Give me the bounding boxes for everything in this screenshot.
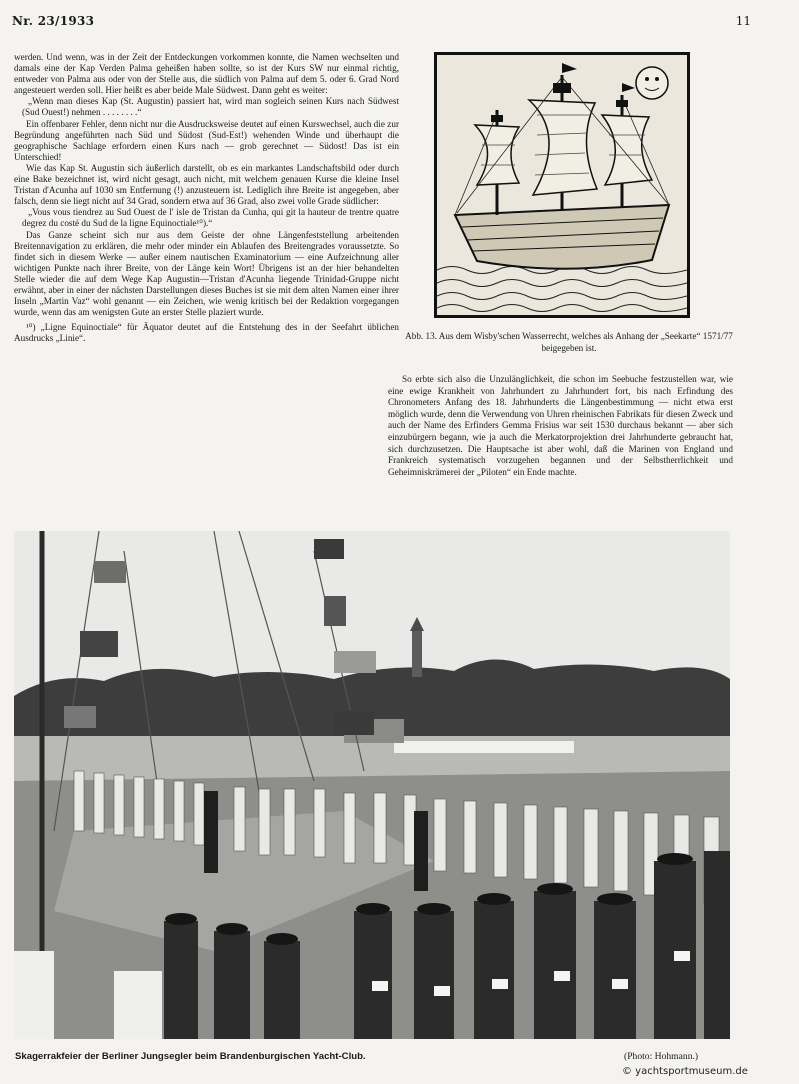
woodcut-ship-illustration xyxy=(434,52,690,318)
left-text-column xyxy=(14,52,399,344)
footnote: ¹⁰) „Ligne Equinoctiale“ für Äquator deutet auf die Entstehung des in der Seefahrt üblichen Ausdrucks „Linie“. xyxy=(14,322,399,344)
photo-credit: (Photo: Hohmann.) xyxy=(624,1051,699,1062)
harbor-ceremony-photo xyxy=(14,531,730,1039)
photo-caption: Skagerrakfeier der Berliner Jungsegler beim Brandenburgischen Yacht-Club. xyxy=(15,1051,366,1062)
watermark: © yachtsportmuseum.de xyxy=(622,1066,748,1077)
figure-caption: Abb. 13. Aus dem Wisby'schen Wasserrecht, welches als Anhang der „Seekarte“ 1571/77 beigegeben ist. xyxy=(405,331,733,353)
quote-paragraph: „Vous vous tiendrez au Sud Ouest de l' isle de Tristan da Cunha, qui git la hauteur de trentre quatre degrez du costé du Sud de la ligne Equinoctiale¹⁰).“ xyxy=(22,207,399,229)
paragraph: werden. Und wenn, was in der Zeit der Entdeckungen vorkommen konnte, die Namen wechselten und damals eine der Kap Verden Palma geheißen haben sollte, so ist der Kurs SW nur einmal richtig, entweder von Palma aus oder von der Stelle aus, die südlich von Palma auf dem 5. oder 6. Grad Nord angesteuert werden soll. Hier heißt es aber beide Male Südwest. Dann geht es weiter: xyxy=(14,52,399,96)
right-text-column xyxy=(388,374,733,478)
issue-number: Nr. 23/1933 xyxy=(12,14,95,28)
paragraph: Ein offenbarer Fehler, denn nicht nur die Ausdrucksweise deutet auf einen Kurswechsel, auch die zur Begründung angeführten nach Süd und Südost (Sud-Est!) wehenden Winde und überhaupt die geographische Sachlage erfordern einen Kurs nach — grob gerechnet — Südost! Das ist ein Unterschied! xyxy=(14,118,399,162)
page-number: 11 xyxy=(735,14,751,28)
paragraph: So erbte sich also die Unzulänglichkeit, die schon im Seebuche festzustellen war, wie eine ewige Krankheit von Jahrhundert zu Jahrhundert fort, bis nach Erfindung des Chronometers Anfang des 18. Jahrhunderts die Längenbestimmung — nicht etwa erst möglich wurde, denn die Verwendung von Uhren rheinischen Fabrikats für diesen Zweck und auch der Name des Erfinders Gemma Frisius war seit 1530 durchaus bekannt — aber sich einzubürgern begann, wie ja auch die Merkatorprojektion drei Jahrhunderte gebraucht hat, sich durchzusetzen. Die Hauptsache ist aber wohl, daß die Marinen von England und Frankreich systematisch vorzugehen begannen und der Selbstherrlichkeit und Geheimniskrämerei der „Piloten“ ein Ende machte. xyxy=(388,374,733,477)
quote-paragraph: „Wenn man dieses Kap (St. Augustin) passiert hat, wird man sogleich seinen Kurs nach Südwest (Sud Ouest!) nehmen . . . . . . . .“ xyxy=(22,96,399,118)
paragraph: Das Ganze scheint sich nur aus dem Geiste der ohne Längenfeststellung arbeitenden Breitennavigation zu erklären, die mehr oder minder ein Ablaufen des Breitengrades voraussetzte. So findet sich in diesem Werke — außer einem nautischen Examinatorium — eine Aufzeichnung aller wichtigen Punkte nach ihrer Breite, von der Länge kein Wort! Übrigens ist an der hier behandelten Stelle wieder die auf dem Wege Kap Augustin—Tristan d'Acunha liegende Trinidad-Gruppe nicht erwähnt, aber in einer der nächsten Darstellungen dieses Buches ist sie mit dem alten Namen einer ihrer Inseln „Martin Vaz“ wohl genannt — ein Zeichen, wie wenig kritisch bei der Redaktion vorgegangen wurde, wenn das am wenigsten Gute an erster Stelle plaziert wurde. xyxy=(14,229,399,318)
paragraph: Wie das Kap St. Augustin sich äußerlich darstellt, ob es ein markantes Landschaftsbild oder durch eine Bake bezeichnet ist, wird nicht gesagt, auch nicht, mit welchem genauen Kurse die kleine Insel Tristan d'Acunha auf 1030 sm Entfernung (!) anzusteuern ist. Lediglich ihre Breite ist angegeben, aber falsch, denn sie liegt nicht auf 34 Grad, sondern etwa auf 36 Grad, also zwei volle Grade südlicher: xyxy=(14,162,399,207)
